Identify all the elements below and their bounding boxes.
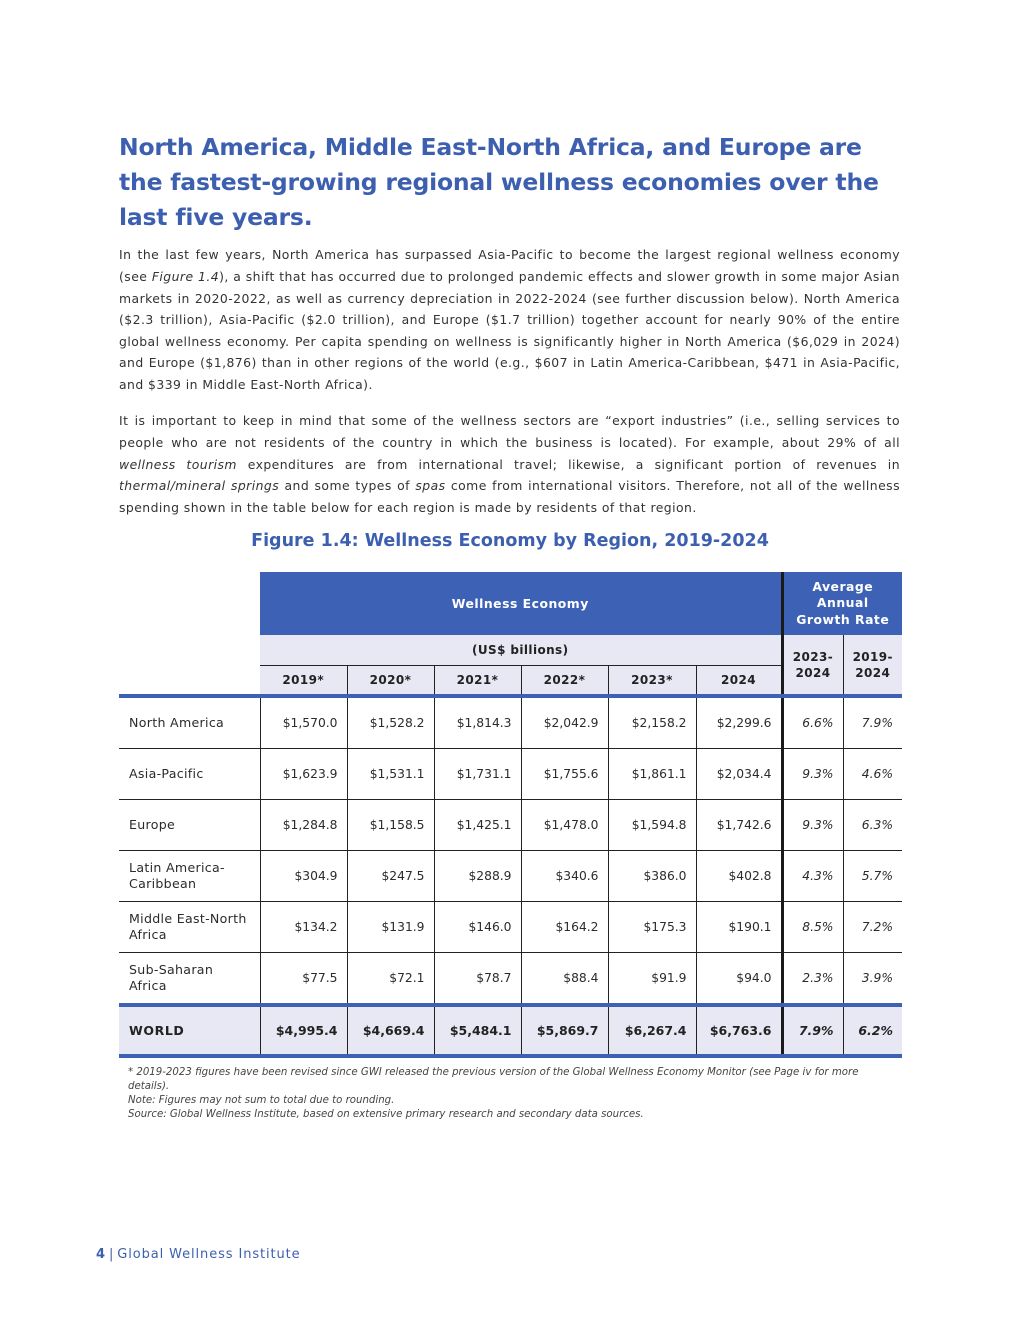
value-cell: $304.9 [260,851,347,902]
growth-cell: 8.5% [782,902,843,953]
table-row [119,902,902,953]
value-cell: $91.9 [608,953,696,1004]
header-year-2024: 2024 [696,665,782,694]
value-cell: $1,814.3 [434,698,521,749]
value-cell: $88.4 [521,953,608,1004]
total-value-cell: $5,869.7 [521,1007,608,1054]
header-growth-2019-2024: 2019-2024 [843,635,902,694]
value-cell: $247.5 [347,851,434,902]
table-notes [128,1066,898,1122]
region-name: Sub-Saharan Africa [129,962,214,993]
page-number: 4 [96,1247,106,1262]
table-row [119,749,902,800]
emphasis-spas: spas [415,478,446,494]
growth-cell: 9.3% [782,749,843,800]
total-value-cell: $6,267.4 [608,1007,696,1054]
value-cell: $72.1 [347,953,434,1004]
value-cell: $78.7 [434,953,521,1004]
header-year-2019: 2019* [260,665,347,694]
header-year-2020: 2020* [347,665,434,694]
value-cell: $386.0 [608,851,696,902]
value-cell: $2,042.9 [521,698,608,749]
header-year-2022: 2022* [521,665,608,694]
region-name: North America [119,698,260,749]
table-row [119,698,902,749]
value-cell: $1,284.8 [260,800,347,851]
table-row [119,800,902,851]
wellness-economy-table [119,572,902,1058]
paragraph-1 [119,244,900,395]
emphasis-thermal-springs: thermal/mineral springs [119,478,280,494]
total-value-cell: $6,763.6 [696,1007,782,1054]
growth-cell: 4.3% [782,851,843,902]
figure-reference: Figure 1.4 [151,268,220,284]
section-heading: North America, Middle East-North Africa, and Europe are the fastest-growing regional wellness economies over the last five years. [119,132,879,231]
total-value-cell: $4,669.4 [347,1007,434,1054]
growth-cell: 5.7% [843,851,902,902]
rounding-note: Note: Figures may not sum to total due to rounding. [128,1095,395,1106]
value-cell: $1,531.1 [347,749,434,800]
growth-cell: 6.3% [843,800,902,851]
growth-cell: 3.9% [843,953,902,1004]
value-cell: $288.9 [434,851,521,902]
paragraph-1-text-b: ), a shift that has occurred due to prolonged pandemic effects and slower growth in some major Asian markets in 2020-2022, as well as currency depreciation in 2022-2024 (see further discussion below). North America ($2.3 trillion), Asia-Pacific ($2.0 trillion), and Europe ($1.7 trillion) together account for nearly 90% of the entire global wellness economy. Per capita spending on wellness is significantly higher in North America ($6,029 in 2024) and Europe ($1,876) than in other regions of the world (e.g., $607 in Latin America-Caribbean, $471 in Asia-Pacific, and $339 in Middle East-North Africa). [119,268,900,392]
value-cell: $1,425.1 [434,800,521,851]
paragraph-2-text-c: and some types of [279,478,416,494]
header-units: (US$ billions) [260,635,782,665]
value-cell: $175.3 [608,902,696,953]
value-cell: $340.6 [521,851,608,902]
header-wellness-economy: Wellness Economy [260,572,782,635]
paragraph-2-text-a: It is important to keep in mind that some of the wellness sectors are “export industries” (i.e., selling services to people who are not residents of the country in which the business is located). For example, about 29% of all [119,413,900,450]
table-row [119,953,902,1004]
growth-cell: 9.3% [782,800,843,851]
growth-cell: 4.6% [843,749,902,800]
header-growth-2023-2024: 2023-2024 [782,635,843,694]
value-cell: $1,731.1 [434,749,521,800]
value-cell: $1,755.6 [521,749,608,800]
value-cell: $1,478.0 [521,800,608,851]
growth-cell: 7.2% [843,902,902,953]
emphasis-wellness-tourism: wellness tourism [119,456,237,472]
value-cell: $1,742.6 [696,800,782,851]
value-cell: $77.5 [260,953,347,1004]
total-value-cell: $5,484.1 [434,1007,521,1054]
page-footer [96,1247,301,1262]
region-name: Middle East-North Africa [119,902,260,953]
table-row [119,851,902,902]
growth-cell: 2.3% [802,971,834,985]
region-name: Europe [119,800,260,851]
publisher-name: Global Wellness Institute [117,1247,301,1262]
paragraph-2-text-d: come from international visitors. Therefore, not all of the wellness spending shown in the table below for each region is made by residents of that region. [119,478,900,515]
value-cell: $1,594.8 [608,800,696,851]
region-name: Asia-Pacific [119,749,260,800]
value-cell: $190.1 [696,902,782,953]
value-cell: $1,158.5 [347,800,434,851]
paragraph-2-text-b: expenditures are from international travel; likewise, a significant portion of revenues in [236,456,900,472]
total-growth-cell: 7.9% [782,1007,843,1054]
total-label: WORLD [119,1007,260,1054]
value-cell: $2,034.4 [696,749,782,800]
value-cell: $1,570.0 [260,698,347,749]
footer-separator: | [108,1247,115,1262]
total-value-cell: $4,995.4 [260,1007,347,1054]
header-year-2023: 2023* [608,665,696,694]
table-corner [119,572,260,694]
value-cell: $1,861.1 [608,749,696,800]
value-cell: $94.0 [696,953,782,1004]
value-cell: $146.0 [434,902,521,953]
value-cell: $1,623.9 [260,749,347,800]
value-cell: $164.2 [521,902,608,953]
value-cell: $1,528.2 [347,698,434,749]
total-growth-cell: 6.2% [843,1007,902,1054]
value-cell: $2,299.6 [696,698,782,749]
growth-cell: 7.9% [843,698,902,749]
revision-note: * 2019-2023 figures have been revised since GWI released the previous version of the Global Wellness Economy Monitor (see Page iv for more details). [128,1067,859,1092]
value-cell: $131.9 [347,902,434,953]
value-cell: $2,158.2 [608,698,696,749]
header-growth-rate: Average Annual Growth Rate [782,572,902,635]
source-note: Source: Global Wellness Institute, based on extensive primary research and secondary data sources. [128,1109,644,1120]
header-year-2021: 2021* [434,665,521,694]
table-total-row [119,1007,902,1054]
value-cell: $134.2 [260,902,347,953]
total-rule-bottom [119,1054,902,1058]
growth-cell: 6.6% [782,698,843,749]
paragraph-2 [119,410,900,518]
figure-title: Figure 1.4: Wellness Economy by Region, 2019-2024 [251,531,769,551]
paragraph-1-text-a: In the last few years, North America has surpassed Asia-Pacific to become the largest regional wellness economy (see [119,247,900,284]
region-name: Latin America-Caribbean [119,851,260,902]
value-cell: $402.8 [696,851,782,902]
